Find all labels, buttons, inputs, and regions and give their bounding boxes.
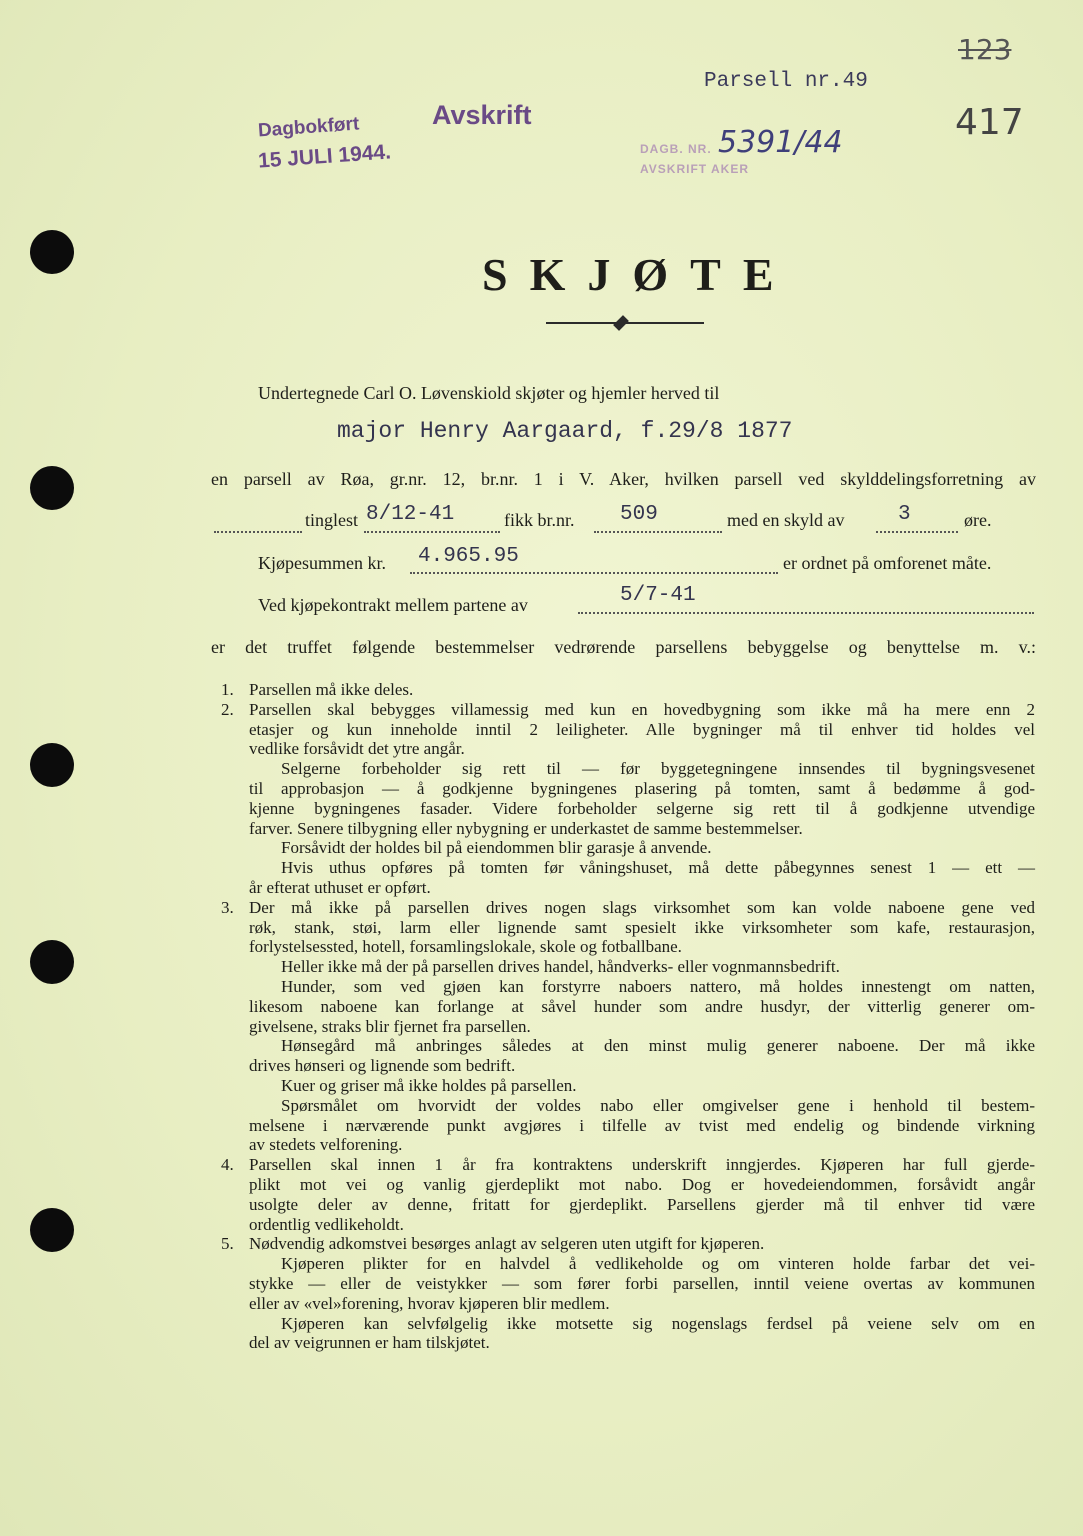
clause-line: kjenne bygningenes fasader. Videre forbeholder selgerne sig rett til å godkjenne utvendige: [249, 798, 1035, 818]
clause-line: eller av «vel»forening, hvorav kjøperen blir medlem.: [249, 1293, 610, 1313]
clause-line: Der må ikke på parsellen drives nogen slags virksomhet som kan volde naboene gene ved: [249, 897, 1035, 917]
clause-line: Kjøperen kan selvfølgelig ikke motsette sig nogenslags ferdsel på veiene selv om en: [281, 1313, 1035, 1333]
intro-line-after: er det truffet følgende bestemmelser vedrørende parsellens bebyggelse og benyttelse m. v.:: [211, 637, 1036, 657]
clause-line: Nødvendig adkomstvei besørges anlagt av selgeren uten utgift for kjøperen.: [249, 1234, 765, 1254]
clause-line: del av veigrunnen er ham tilskjøtet.: [249, 1333, 490, 1353]
intro-line-2: en parsell av Røa, gr.nr. 12, br.nr. 1 i V. Aker, hvilken parsell ved skylddelingsforretning av: [211, 469, 1036, 489]
clause-number: 2.: [221, 699, 234, 719]
skyld-value: 3: [898, 503, 911, 526]
punch-hole: [30, 230, 74, 274]
clause-line: Parsellen skal innen 1 år fra kontraktens underskrift inngjerdes. Kjøperen har full gjerde-: [249, 1155, 1035, 1175]
kjopesum-tail: er ordnet på omforenet måte.: [783, 553, 992, 573]
punch-hole: [30, 743, 74, 787]
dagbokfort-stamp-date: 15 JULI 1944.: [257, 140, 392, 173]
clause-line: melsene i nærværende punkt avgjøres i tilfelle av tvist med endelig og bindende virkning: [249, 1115, 1035, 1135]
clause-line: vedlike forsåvidt det ytre angår.: [249, 739, 465, 759]
dotted-fill: [410, 572, 778, 574]
clause-line: Heller ikke må der på parsellen drives handel, håndverks- eller vognmannsbedrift.: [281, 957, 840, 977]
clause-line: forlystelsessted, hotell, forsamlingslokale, skole og fotballbane.: [249, 937, 682, 957]
tinglest-label: tinglest: [305, 510, 358, 530]
dotted-fill: [578, 612, 1034, 614]
dagbokfort-stamp-line1: Dagbokført: [257, 113, 360, 142]
clause-number: 1.: [221, 680, 234, 699]
clause-line: til approbasjon — å godkjenne bygningenes plasering på tomten, samt å bedømme å god-: [249, 779, 1035, 798]
brnr-value: 509: [620, 503, 658, 526]
clause-line: Hunder, som ved gjøen kan forstyrre naboers nattero, må holdes innestengt om natten,: [281, 977, 1035, 996]
dotted-fill: [214, 531, 302, 533]
avskrift-stamp: Avskrift: [432, 100, 532, 130]
title-rule-diamond: [613, 315, 629, 331]
clause-line: plikt mot vei og vanlig gjerdeplikt mot nabo. Dog er hovedeiendommen, forsåvidt angår: [249, 1175, 1035, 1194]
clause-number: 3.: [221, 897, 234, 917]
clause-line: ordentlig vedlikeholdt.: [249, 1214, 404, 1234]
dotted-fill: [594, 531, 722, 533]
clause-line: Parsellen må ikke deles.: [249, 680, 414, 699]
clause-line: usolgte deler av denne, fritatt for gjerdeplikt. Parsellens gjerder må til enhver tid være: [249, 1194, 1035, 1214]
clause-line: av stedets velforening.: [249, 1135, 403, 1155]
document-title: SKJØTE: [482, 249, 796, 300]
dagb-nr-handwritten: 5391/44: [718, 125, 843, 160]
ore-label: øre.: [964, 510, 992, 530]
clause-line: Kuer og griser må ikke holdes på parsellen.: [281, 1076, 577, 1095]
dotted-fill: [364, 531, 500, 533]
clause-number: 4.: [221, 1155, 234, 1175]
clause-line: drives hønseri og lignende som bedrift.: [249, 1056, 516, 1076]
intro-line-1: Undertegnede Carl O. Løvenskiold skjøter og hjemler herved til: [258, 383, 720, 403]
dagb-nr-stamp-label: DAGB. NR.: [640, 142, 712, 156]
fikk-brnr-label: fikk br.nr.: [504, 510, 575, 530]
clause-line: Kjøperen plikter for en halvdel å vedlikeholde og om vinteren holde farbar det vei-: [281, 1254, 1035, 1274]
clause-line: Parsellen skal bebygges villamessig med kun en hovedbygning som ikke må ha mere enn 2: [249, 699, 1035, 719]
tinglest-date: 8/12-41: [366, 503, 455, 526]
skyld-label: med en skyld av: [727, 510, 845, 530]
dotted-fill: [876, 531, 958, 533]
kjopesum-value: 4.965.95: [418, 545, 519, 568]
struck-page-number: 123: [958, 33, 1012, 66]
punch-hole: [30, 940, 74, 984]
kontrakt-date: 5/7-41: [620, 584, 696, 607]
punch-hole: [30, 1208, 74, 1252]
page-number: 417: [955, 102, 1024, 143]
clause-line: røk, stank, støi, larm eller lignende samt spesielt ikke virksomheter som kafe, restaurasjon,: [249, 917, 1035, 937]
clause-line: givelsene, straks blir fjernet fra parsellen.: [249, 1016, 531, 1036]
clause-line: Hønsegård må anbringes således at den minst mulig generer naboene. Der må ikke: [281, 1036, 1035, 1056]
punch-hole: [30, 466, 74, 510]
clause-line: Spørsmålet om hvorvidt der voldes nabo eller omgivelser gene i henhold til bestem-: [281, 1095, 1035, 1115]
clause-number: 5.: [221, 1234, 234, 1254]
clause-line: Hvis uthus opføres på tomten før våningshuset, må dette påbegynnes senest 1 — ett —: [281, 858, 1035, 878]
clause-line: likesom naboene kan forlange at såvel hunder som andre husdyr, der vitterlig generer om-: [249, 996, 1035, 1016]
kontrakt-label: Ved kjøpekontrakt mellem partene av: [258, 595, 528, 615]
clause-line: Forsåvidt der holdes bil på eiendommen blir garasje å anvende.: [281, 838, 712, 858]
avskrift-aker-stamp: AVSKRIFT AKER: [640, 162, 749, 176]
clause-line: etasjer og kun inneholde inntil 2 leiligheter. Alle bygninger må til enhver tid holdes vel: [249, 719, 1035, 739]
clause-line: Selgerne forbeholder sig rett til — før byggetegningene innsendes til bygningsvesenet: [281, 759, 1035, 779]
clause-line: år efterat uthuset er opført.: [249, 878, 431, 897]
clause-line: stykke — eller de veistykker — som fører forbi parsellen, inntil veiene overtas av kommunen: [249, 1274, 1035, 1293]
kjopesum-label: Kjøpesummen kr.: [258, 553, 386, 573]
parsell-number: Parsell nr.49: [704, 70, 868, 93]
buyer-name: major Henry Aargaard, f.29/8 1877: [337, 418, 793, 444]
clause-line: farver. Senere tilbygning eller nybygning er underkastet de samme bestemmelser.: [249, 818, 803, 838]
